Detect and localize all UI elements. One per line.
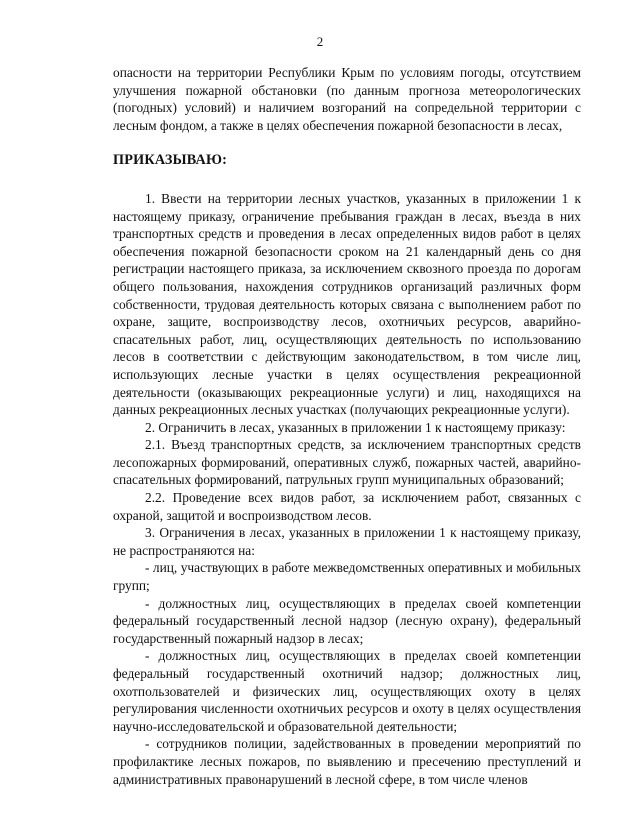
paragraph-2-2: 2.2. Проведение всех видов работ, за исключением работ, связанных с охраной, защитой и воспроизводством лесов. <box>113 490 581 523</box>
intro-paragraph: опасности на территории Республики Крым по условиям погоды, отсутствием улучшения пожарной обстановки (по данным прогноза метеорологических (погодных) условий) и наличием возгораний на сопредельной территории с лесным фондом, а также в целях обеспечения пожарной безопасности в лесах, <box>113 65 581 133</box>
page-number: 2 <box>316 34 324 49</box>
paragraph-2: 2. Ограничить в лесах, указанных в приложении 1 к настоящему приказу: <box>145 419 566 435</box>
paragraph-1: 1. Ввести на территории лесных участков, указанных в приложении 1 к настоящему приказу, ограничение пребывания граждан в лесах, въезда в них транспортных средств и проведения в лесах определенных видов работ в целях обеспечения пожарной безопасности сроком на 21 календарный день со дня регистрации настоящего приказа, за исключением сквозного проезда по дорогам общего пользования, нахождения сотрудников организаций различных форм собственности, трудовая деятельность которых связана с выполнением работ по охране, защите, воспроизводству лесов, охотничьих ресурсов, аварийно-спасательных работ, лиц, осуществляющих деятельность по использованию лесов в соответствии с действующим законодательством, в том числе лиц, использующих лесные участки в целях осуществления рекреационной деятельности (оказывающих рекреационные услуги) и лиц, находящихся на данных рекреационных лесных участках (получающих рекреационные услуги). <box>113 190 581 418</box>
list-item-operational-groups: - лиц, участвующих в работе межведомственных оперативных и мобильных групп; <box>113 560 581 594</box>
order-heading: ПРИКАЗЫВАЮ: <box>113 152 228 169</box>
list-item-police: - сотрудников полиции, задействованных в проведении мероприятий по профилактике лесных пожаров, по выявлению и пресечению преступлений и административных правонарушений в лесной сфере, в том числе членов <box>113 736 581 787</box>
paragraph-3: 3. Ограничения в лесах, указанных в приложении 1 к настоящему приказу, не распространяются на: <box>113 525 581 558</box>
list-item-forest-supervision: - должностных лиц, осуществляющих в пределах своей компетенции федеральный государственный лесной надзор (лесную охрану), федеральный государственный пожарный надзор в лесах; <box>113 595 581 646</box>
paragraph-2-1: 2.1. Въезд транспортных средств, за исключением транспортных средств лесопожарных формирований, оперативных служб, пожарных частей, аварийно- спасательных формирований, патрульных групп муниципальных образований; <box>113 437 581 488</box>
list-item-hunting-supervision: - должностных лиц, осуществляющих в пределах своей компетенции федеральный государственный охотничий надзор; должностных лиц, охотпользователей и физических лиц, осуществляющих охоту в целях регулирования численности охотничьих ресурсов и охоту в целях осуществления научно-исследовательской и образовательной деятельности; <box>113 648 581 734</box>
document-body <box>113 64 581 788</box>
